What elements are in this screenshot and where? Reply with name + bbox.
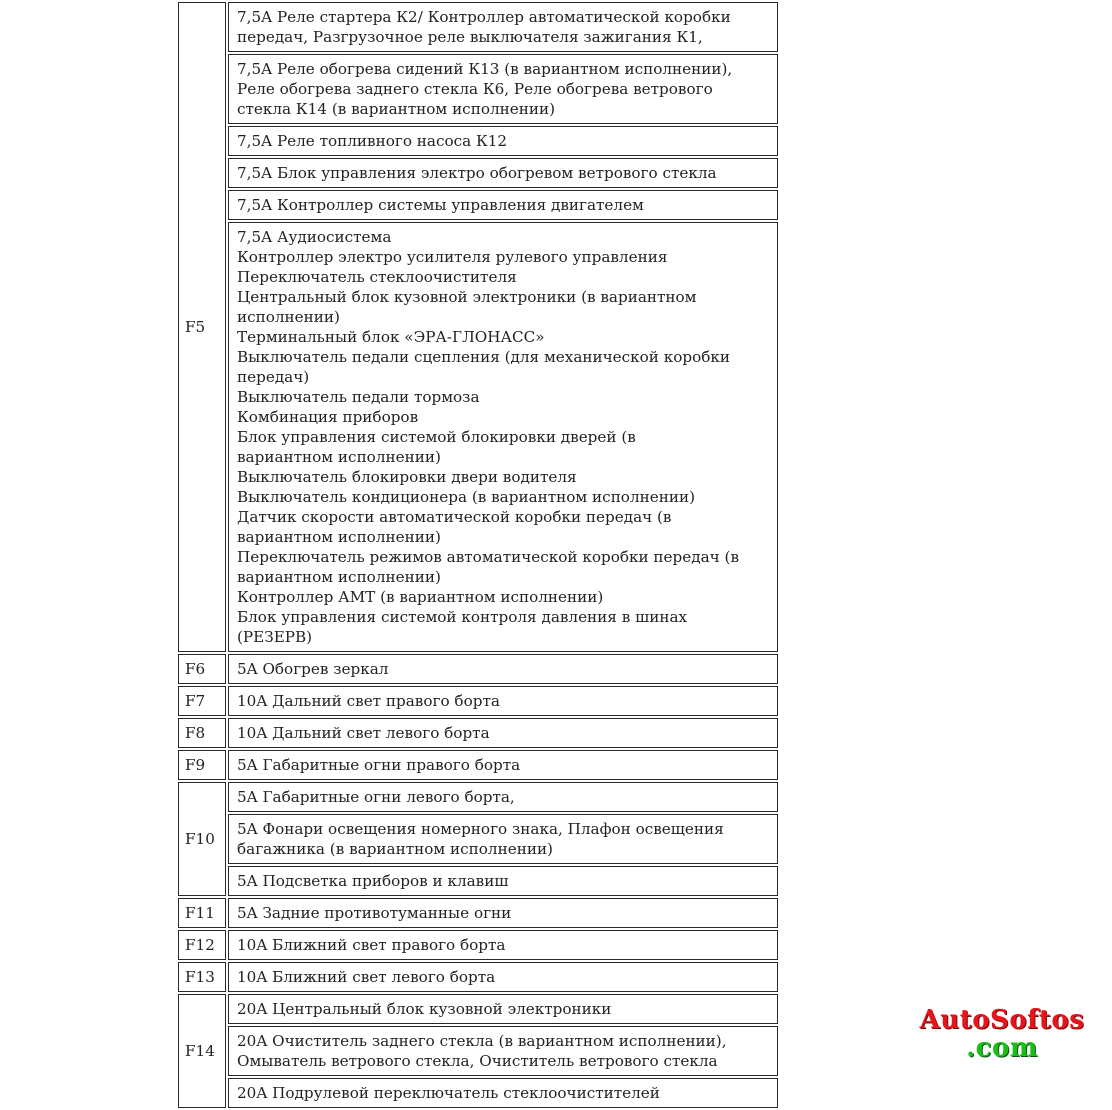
table-row: [178, 54, 778, 124]
fuse-description-cell: [228, 782, 778, 812]
description-line: 20A Подрулевой переключатель стеклоочистителей: [237, 1084, 660, 1102]
fuse-description-cell: [228, 866, 778, 896]
table-row: [178, 718, 778, 748]
description-line: Омыватель ветрового стекла, Очиститель ветрового стекла: [237, 1052, 718, 1070]
description-line: передач, Разгрузочное реле выключателя зажигания К1,: [237, 28, 703, 46]
description-line: 5A Фонари освещения номерного знака, Плафон освещения: [237, 820, 724, 838]
table-row: [178, 930, 778, 960]
table-row: [178, 814, 778, 864]
fuse-description-cell: [228, 126, 778, 156]
fuse-description-cell: [228, 814, 778, 864]
description-line: 7,5A Контроллер системы управления двигателем: [237, 196, 644, 214]
description-line: 10A Ближний свет правого борта: [237, 936, 506, 954]
fuse-id-cell: F7: [178, 686, 226, 716]
description-line: передач): [237, 368, 310, 386]
description-line: 10A Дальний свет правого борта: [237, 692, 500, 710]
description-line: 5A Габаритные огни правого борта: [237, 756, 521, 774]
fuse-description-cell: [228, 1078, 778, 1108]
description-line: вариантном исполнении): [237, 528, 441, 546]
description-line: 5A Задние противотуманные огни: [237, 904, 512, 922]
watermark-name: AutoSoftos: [919, 1005, 1085, 1035]
description-line: Выключатель блокировки двери водителя: [237, 468, 577, 486]
fuse-description-cell: [228, 1026, 778, 1076]
table-row: [178, 222, 778, 652]
fuse-id-cell: F9: [178, 750, 226, 780]
table-row: [178, 782, 778, 812]
fuse-table-body: [178, 2, 778, 1108]
fuse-id-cell: F10: [178, 782, 226, 896]
fuse-id-cell: F6: [178, 654, 226, 684]
description-line: (РЕЗЕРВ): [237, 628, 313, 646]
table-row: [178, 1026, 778, 1076]
description-line: стекла К14 (в вариантном исполнении): [237, 100, 556, 118]
description-line: 7,5A Реле стартера К2/ Контроллер автоматической коробки: [237, 8, 731, 26]
description-line: Выключатель кондиционера (в вариантном исполнении): [237, 488, 696, 506]
description-line: Контроллер АМТ (в вариантном исполнении): [237, 588, 604, 606]
table-row: [178, 2, 778, 52]
description-line: Контроллер электро усилителя рулевого управления: [237, 248, 668, 266]
fuse-description-cell: [228, 190, 778, 220]
description-line: вариантном исполнении): [237, 448, 441, 466]
fuse-description-cell: [228, 962, 778, 992]
fuse-description-cell: [228, 222, 778, 652]
description-line: 20A Центральный блок кузовной электроники: [237, 1000, 612, 1018]
description-line: Датчик скорости автоматической коробки передач (в: [237, 508, 672, 526]
fuse-id-cell: F5: [178, 2, 226, 652]
description-line: 5A Обогрев зеркал: [237, 660, 389, 678]
description-line: 10A Дальний свет левого борта: [237, 724, 490, 742]
fuse-description-cell: [228, 930, 778, 960]
watermark-domain: .com: [966, 1033, 1038, 1063]
fuse-description-cell: [228, 54, 778, 124]
description-line: Блок управления системой блокировки дверей (в: [237, 428, 636, 446]
fuse-description-cell: [228, 718, 778, 748]
description-line: 5A Габаритные огни левого борта,: [237, 788, 515, 806]
autosoftos-watermark: [904, 1005, 1100, 1061]
table-row: [178, 158, 778, 188]
description-line: Выключатель педали сцепления (для механической коробки: [237, 348, 731, 366]
fuse-table: [176, 0, 780, 1110]
description-line: 10A Ближний свет левого борта: [237, 968, 496, 986]
description-line: 20A Очиститель заднего стекла (в вариантном исполнении),: [237, 1032, 727, 1050]
table-row: [178, 994, 778, 1024]
fuse-description-cell: [228, 158, 778, 188]
table-row: [178, 654, 778, 684]
fuse-description-cell: [228, 686, 778, 716]
description-line: багажника (в вариантном исполнении): [237, 840, 553, 858]
fuse-description-cell: [228, 898, 778, 928]
description-line: 7,5A Блок управления электро обогревом ветрового стекла: [237, 164, 717, 182]
description-line: 7,5A Аудиосистема: [237, 228, 392, 246]
fuse-description-cell: [228, 750, 778, 780]
fuse-description-cell: [228, 2, 778, 52]
table-row: [178, 686, 778, 716]
table-row: [178, 898, 778, 928]
fuse-id-cell: F11: [178, 898, 226, 928]
description-line: Комбинация приборов: [237, 408, 419, 426]
fuse-description-cell: [228, 994, 778, 1024]
description-line: 5A Подсветка приборов и клавиш: [237, 872, 509, 890]
description-line: Переключатель стеклоочистителя: [237, 268, 517, 286]
table-row: [178, 866, 778, 896]
description-line: Выключатель педали тормоза: [237, 388, 480, 406]
description-line: Блок управления системой контроля давления в шинах: [237, 608, 688, 626]
description-line: исполнении): [237, 308, 340, 326]
fuse-id-cell: F12: [178, 930, 226, 960]
fuse-id-cell: F13: [178, 962, 226, 992]
description-line: Реле обогрева заднего стекла К6, Реле обогрева ветрового: [237, 80, 713, 98]
fuse-id-cell: F14: [178, 994, 226, 1108]
description-line: Терминальный блок «ЭРА-ГЛОНАСС»: [237, 328, 545, 346]
description-line: 7,5A Реле топливного насоса К12: [237, 132, 508, 150]
description-line: вариантном исполнении): [237, 568, 441, 586]
description-line: 7,5A Реле обогрева сидений К13 (в вариантном исполнении),: [237, 60, 733, 78]
table-row: [178, 190, 778, 220]
table-row: [178, 126, 778, 156]
table-row: [178, 1078, 778, 1108]
fuse-description-cell: [228, 654, 778, 684]
description-line: Переключатель режимов автоматической коробки передач (в: [237, 548, 739, 566]
table-row: [178, 962, 778, 992]
table-row: [178, 750, 778, 780]
fuse-id-cell: F8: [178, 718, 226, 748]
description-line: Центральный блок кузовной электроники (в вариантном: [237, 288, 697, 306]
